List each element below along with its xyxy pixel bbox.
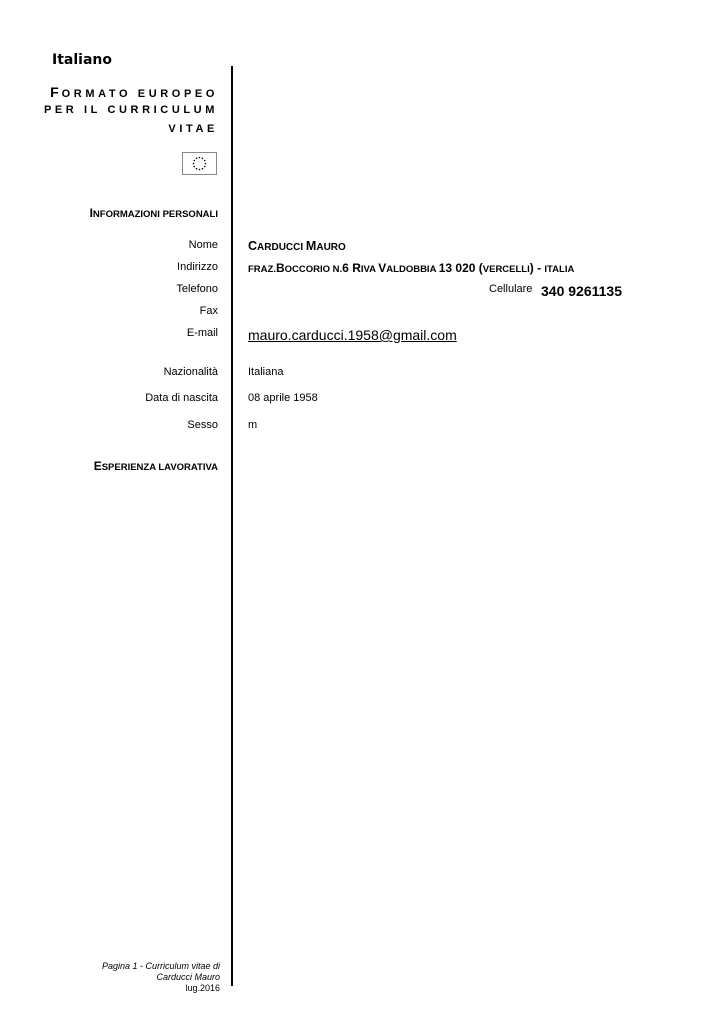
section-personal-info: INFORMAZIONI PERSONALI xyxy=(89,206,218,220)
footer-line-3: lug.2016 xyxy=(185,983,220,993)
cv-title-line-3: VITAE xyxy=(168,123,218,135)
value-mobile: 340 9261135 xyxy=(541,283,622,299)
label-address: Indirizzo xyxy=(177,261,218,273)
value-sex: m xyxy=(248,419,258,431)
cv-title-line-1: FORMATO EUROPEO xyxy=(50,84,218,100)
label-email: E-mail xyxy=(186,327,218,339)
footer-line-1: Pagina 1 - Curriculum vitae di xyxy=(101,961,220,971)
label-phone: Telefono xyxy=(176,283,218,295)
eu-flag-icon xyxy=(182,152,217,175)
label-name: Nome xyxy=(188,239,218,251)
section-work-experience: ESPERIENZA LAVORATIVA xyxy=(93,459,218,473)
value-birthdate: 08 aprile 1958 xyxy=(248,392,318,404)
label-fax: Fax xyxy=(199,305,218,317)
label-mobile: Cellulare xyxy=(489,283,533,295)
label-birthdate: Data di nascita xyxy=(145,392,218,404)
cv-title-line-2: PER IL CURRICULUM xyxy=(43,104,218,116)
vertical-divider xyxy=(231,66,233,986)
value-address: FRAZ.BOCCORIO N.6 RIVA VALDOBBIA 13 020 (VERCELLI) - ITALIA xyxy=(248,261,575,275)
language-heading: Italiano xyxy=(52,52,112,68)
value-nationality: Italiana xyxy=(248,366,284,378)
footer-line-2: Carducci Mauro xyxy=(156,972,220,982)
page-footer xyxy=(60,961,220,994)
email-link[interactable]: mauro.carducci.1958@gmail.com xyxy=(248,327,457,343)
value-name: CARDUCCI MAURO xyxy=(248,239,346,253)
label-nationality: Nazionalità xyxy=(163,366,218,378)
label-sex: Sesso xyxy=(187,419,218,431)
